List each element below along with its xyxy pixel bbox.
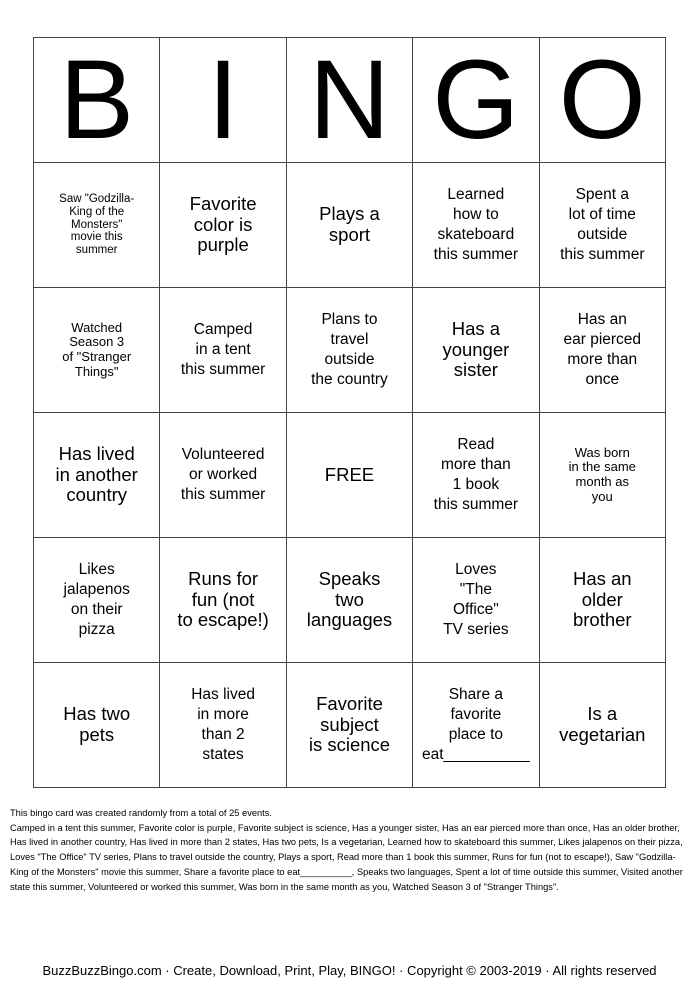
bingo-cell: Likes jalapenos on their pizza (34, 538, 160, 663)
header-letter-n: N (286, 38, 412, 163)
bingo-cell: Has two pets (34, 663, 160, 788)
bingo-cell: Has lived in another country (34, 413, 160, 538)
bingo-cell: Share a favorite place to eat__________ (413, 663, 539, 788)
bingo-cell: Camped in a tent this summer (160, 288, 286, 413)
bingo-row (34, 288, 666, 413)
bingo-cell: Plans to travel outside the country (286, 288, 412, 413)
bingo-cell: Has a younger sister (413, 288, 539, 413)
bingo-row (34, 413, 666, 538)
info-events: Camped in a tent this summer, Favorite color is purple, Favorite subject is science, Has a younger sister, Has an ear pierced more than once, Has an older brother, Has lived in another country, Has lived in more than 2 states, Has two pets, Is a vegetarian, Learned how to skateboard this summer, Likes jalapenos on their pizza, Loves "The Office" TV series, Plans to travel outside the country, Plays a sport, Read more than 1 book this summer, Runs for fun (not to escape!), Saw "Godzilla- King of the Monsters" movie this summer, Share a favorite place to eat__________, Speaks two languages, Spent a lot of time outside this summer, Visited another state this summer, Volunteered or worked this summer, Was born in the same month as you, Watched Season 3 of "Stranger Things". (10, 822, 683, 892)
bingo-cell: Is a vegetarian (539, 663, 665, 788)
bingo-cell: Was born in the same month as you (539, 413, 665, 538)
bingo-cell: Spent a lot of time outside this summer (539, 163, 665, 288)
header-letter-g: G (413, 38, 539, 163)
bingo-cell: Favorite subject is science (286, 663, 412, 788)
bingo-cell: FREE (286, 413, 412, 538)
bingo-cell: Has an ear pierced more than once (539, 288, 665, 413)
bingo-cell: Speaks two languages (286, 538, 412, 663)
card-info (10, 806, 695, 894)
bingo-cell: Volunteered or worked this summer (160, 413, 286, 538)
bingo-cell: Loves "The Office" TV series (413, 538, 539, 663)
header-row (34, 38, 666, 163)
footer: BuzzBuzzBingo.com · Create, Download, Print, Play, BINGO! · Copyright © 2003-2019 · All rights reserved (42, 963, 657, 978)
info-title: This bingo card was created randomly from a total of 25 events. (10, 808, 272, 818)
bingo-cell: Has lived in more than 2 states (160, 663, 286, 788)
header-letter-b: B (34, 38, 160, 163)
bingo-row (34, 663, 666, 788)
bingo-cell: Watched Season 3 of "Stranger Things" (34, 288, 160, 413)
bingo-cell: Favorite color is purple (160, 163, 286, 288)
bingo-cell: Learned how to skateboard this summer (413, 163, 539, 288)
bingo-cell: Plays a sport (286, 163, 412, 288)
bingo-cell: Has an older brother (539, 538, 665, 663)
bingo-cell: Saw "Godzilla- King of the Monsters" movie this summer (34, 163, 160, 288)
bingo-row (34, 538, 666, 663)
bingo-cell: Runs for fun (not to escape!) (160, 538, 286, 663)
header-letter-i: I (160, 38, 286, 163)
bingo-row (34, 163, 666, 288)
bingo-cell: Read more than 1 book this summer (413, 413, 539, 538)
bingo-grid (33, 37, 666, 788)
header-letter-o: O (539, 38, 665, 163)
